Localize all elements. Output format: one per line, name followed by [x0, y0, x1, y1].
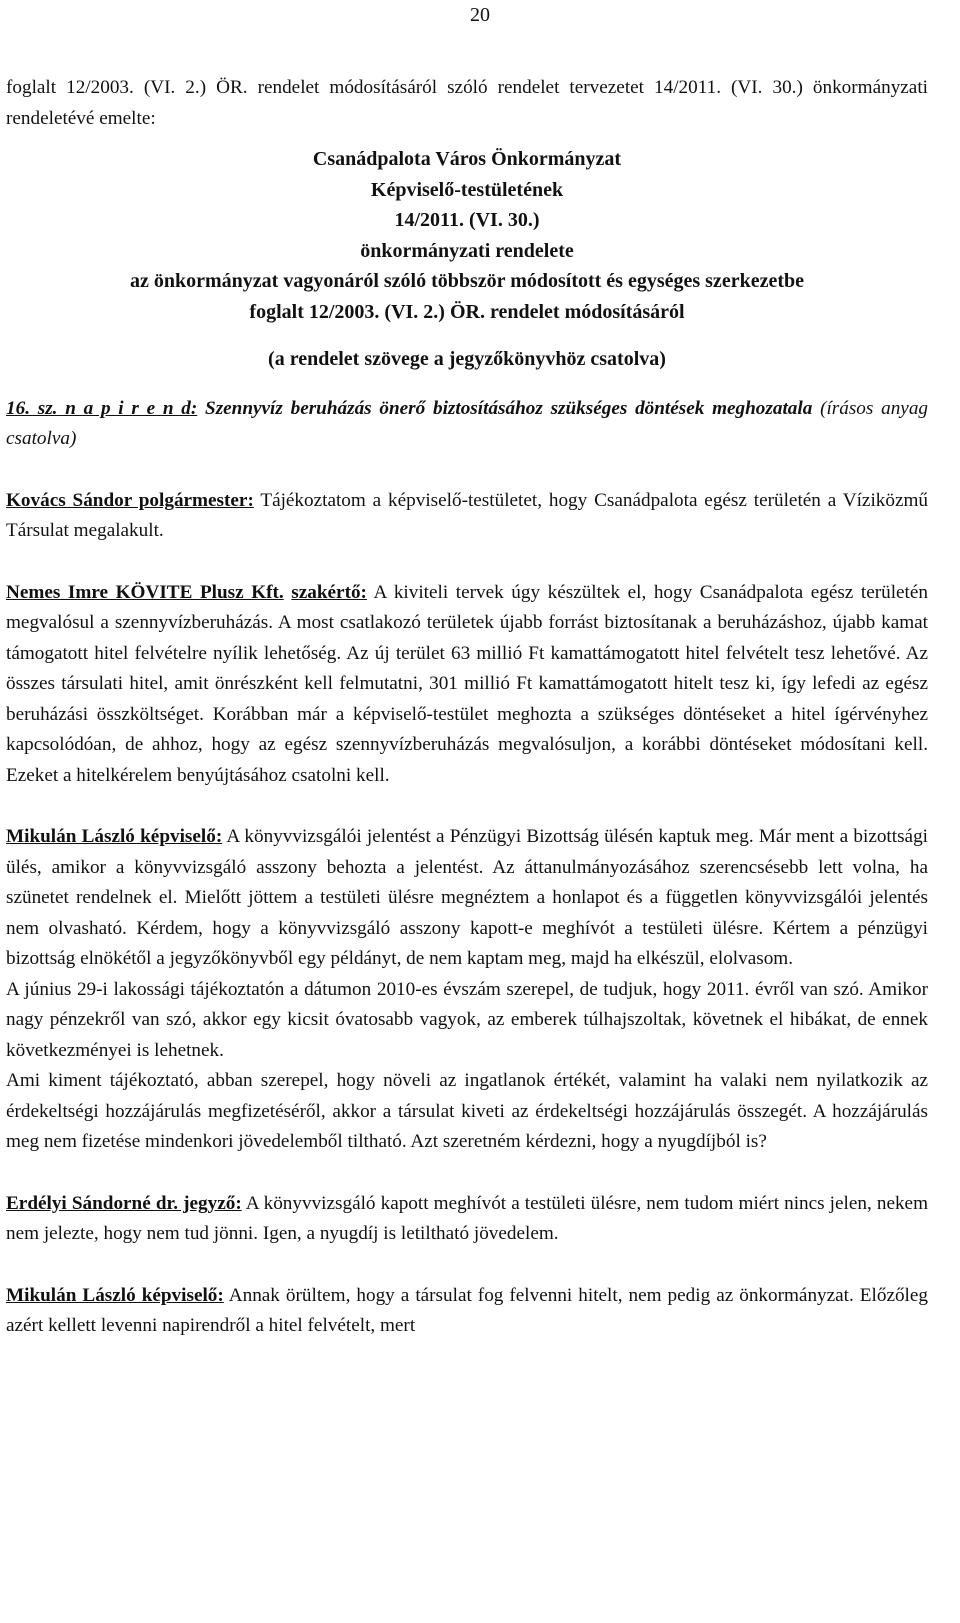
- decree-line: az önkormányzat vagyonáról szóló többször módosított és egységes szerkezetbe: [130, 270, 804, 292]
- speaker-name: Mikulán László képviselő:: [6, 1284, 224, 1306]
- decree-attachment-note: (a rendelet szövege a jegyzőkönyvhöz csatolva): [268, 348, 666, 370]
- agenda-number: 16. sz. n a p i r e n d:: [6, 397, 198, 419]
- agenda-item: [6, 394, 928, 455]
- agenda-title: Szennyvíz beruházás önerő biztosításához szükséges döntések meghozatala: [205, 397, 813, 419]
- decree-line: 14/2011. (VI. 30.): [394, 209, 540, 231]
- speaker-name: Nemes Imre KÖVITE Plusz Kft.: [6, 581, 284, 603]
- speech-text: A kiviteli tervek úgy készültek el, hogy Csanádpalota egész területén megvalósul a szennyvízberuházás. A most csatlakozó területek újabb forrást biztosítanak a beruházáshoz, újabb kamat támogatott hitel felvételre nyílik lehetőség. Az új terület 63 millió Ft kamattámogatott hitel felvételt tesz lehetővé. Az összes társulati hitel, amit önrészként kell felmutatni, 301 millió Ft kamattámogatott hitelt tesz ki, így lefedi az egész beruházási összköltséget. Korábban már a képviselő-testület meghozta a szükséges döntéseket a hitel ígérvényhez kapcsolódóan, de ahhoz, hogy az egész szennyvízberuházás megvalósuljon, a korábbi döntéseket módosítani kell. Ezeket a hitelkérelem benyújtásához csatolni kell.: [6, 581, 929, 786]
- speaker-name: Mikulán László képviselő:: [6, 826, 223, 847]
- agenda-note: (írásos anyag csatolva): [6, 397, 929, 449]
- decree-line: Képviselő-testületének: [370, 178, 564, 201]
- decree-line: foglalt 12/2003. (VI. 2.) ÖR. rendelet módosításáról: [249, 300, 685, 323]
- speech-paragraph: [6, 486, 928, 547]
- speech-paragraph: [6, 1281, 928, 1342]
- speaker-role: szakértő:: [291, 581, 367, 603]
- speech-text: A könyvvizsgálói jelentést a Pénzügyi Bizottság ülésén kaptuk meg. Már ment a bizottsági ülés, amikor a könyvvizsgáló asszony behozta a jelentést. Az áttanulmányozásához szerencsésebb lett volna, ha szünetet rendelnek el. Mielőtt jöttem a testületi ülésre megnéztem a honlapot és a független könyvvizsgálói jelentés nem olvasható. Kérdem, hogy a könyvvizsgáló asszony kapott-e meghívót a testületi ülésre. Kértem a pénzügyi bizottság elnökétől a jegyzőkönyvből egy példányt, de nem kaptam meg, majd ha elkészül, elolvasom.: [6, 826, 928, 969]
- speech-text: Tájékoztatom a képviselő-testületet, hogy Csanádpalota egész területén a Víziközmű Társulat megalakult.: [6, 489, 929, 541]
- intro-paragraph: foglalt 12/2003. (VI. 2.) ÖR. rendelet módosításáról szóló rendelet tervezetet 14/2011. (VI. 30.) önkormányzati rendeletévé emelte:: [6, 77, 928, 129]
- decree-line: Csanádpalota Város Önkormányzat: [312, 148, 622, 170]
- speech-text: Annak örültem, hogy a társulat fog felvenni hitelt, nem pedig az önkormányzat. Előzőleg azért kellett levenni napirendről a hitel felvételt, mert: [6, 1284, 929, 1336]
- speaker-name: Erdélyi Sándorné dr. jegyző:: [6, 1192, 242, 1214]
- speech-paragraph: [6, 578, 928, 792]
- page-number: 20: [470, 4, 490, 26]
- speech-paragraph: Ami kiment tájékoztató, abban szerepel, hogy növeli az ingatlanok értékét, valamint ha valaki nem nyilatkozik az érdekeltségi hozzájárulás megfizetéséről, akkor a társulat kiveti az érdekeltségi hozzájárulás összegét. A hozzájárulás meg nem fizetése mindenkori jövedelemből tiltható. Azt szeretném kérdezni, hogy a nyugdíjból is?: [6, 1070, 928, 1152]
- speech-paragraph: [6, 1189, 928, 1250]
- document-body: [6, 73, 928, 1342]
- speaker-name: Kovács Sándor polgármester:: [6, 489, 254, 511]
- decree-line: önkormányzati rendelete: [360, 239, 574, 262]
- speech-paragraph: A június 29-i lakossági tájékoztatón a dátumon 2010-es évszám szerepel, de tudjuk, hogy 2011. évről van szó. Amikor nagy pénzekről van szó, akkor egy kicsit óvatosabb vagyok, az emberek túlhajszoltak, követnek el hibákat, de ennek következményei is lehetnek.: [6, 978, 928, 1061]
- speech-text: A könyvvizsgáló kapott meghívót a testületi ülésre, nem tudom miért nincs jelen, nekem nem jelezte, hogy nem tud jönni. Igen, a nyugdíj is letiltható jövedelem.: [6, 1192, 928, 1244]
- decree-heading: [6, 144, 928, 327]
- speech-paragraph: [6, 822, 928, 975]
